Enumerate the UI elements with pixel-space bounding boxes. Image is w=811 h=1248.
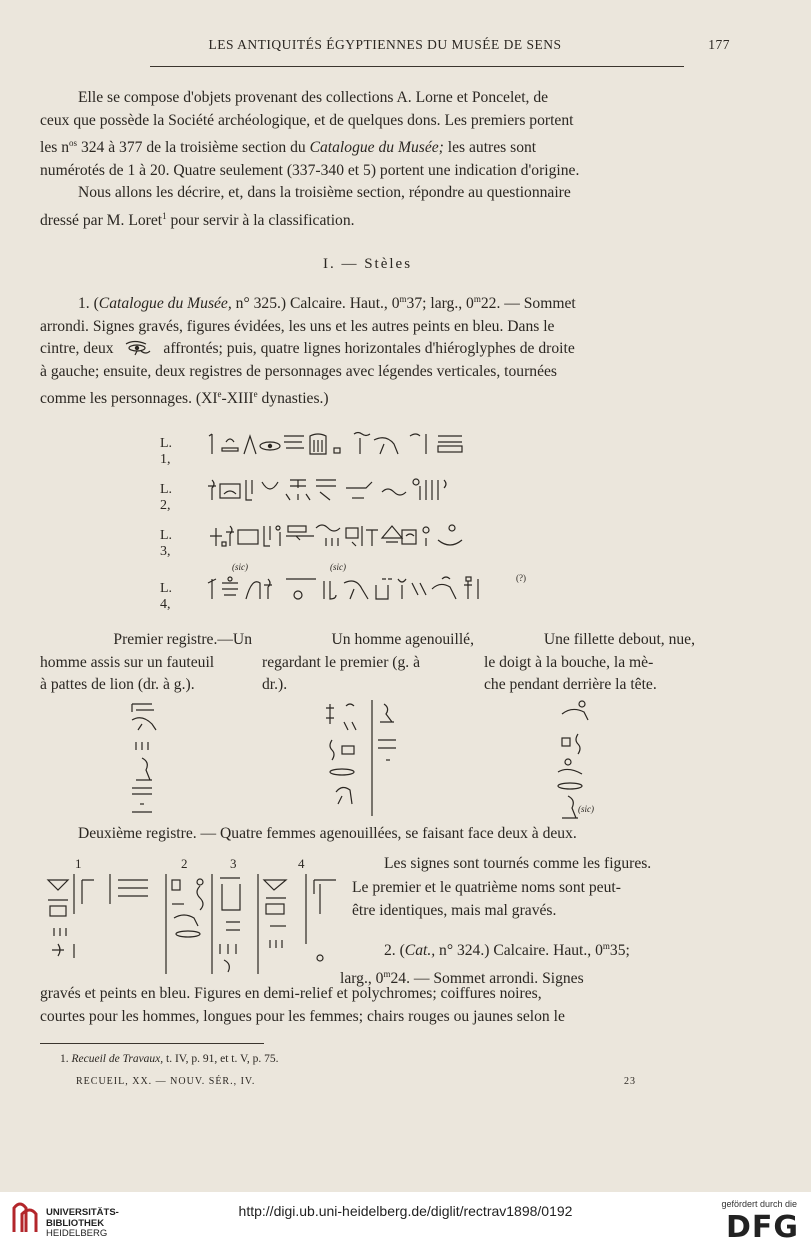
line-label: L. 3, [160, 528, 173, 559]
register-line: à pattes de lion (dr. à g.). [40, 676, 195, 693]
register-line: dr.). [262, 676, 288, 693]
intro-line: dressé par M. Loret$^1$ pour servir à la classification. [40, 210, 355, 229]
hieroglyph-sequence-icon [206, 430, 536, 458]
note-line: Les signes sont tournés comme les figures. [384, 855, 652, 872]
permalink-url[interactable]: http://digi.ub.uni-heidelberg.de/diglit/rectrav1898/0192 [238, 1203, 573, 1219]
sic-note: (sic) [330, 562, 346, 572]
register-line: regardant le premier (g. à [262, 653, 421, 671]
entry-line: 2. (Cat., n° 324.) Calcaire. Haut., 0$^m$35; [384, 941, 630, 960]
note-line: Le premier et le quatrième noms sont peut- [352, 879, 621, 896]
register1-col3 [484, 629, 695, 697]
sic-note: (sic) [232, 562, 248, 572]
entry-line: 1. (Catalogue du Musée, n° 325.) Calcaire. Haut., 0$^m$37; larg., 0$^m$22. — Sommet [78, 294, 576, 313]
entry-line: comme les personnages. (XIe-XIIIe dynasties.) [40, 389, 329, 408]
section-heading: I. — Stèles [322, 256, 413, 272]
register1-col2 [262, 629, 474, 697]
register2-notes [384, 853, 695, 876]
register-line: le doigt à la bouche, la mè- [484, 653, 654, 671]
legend-column-1-icon [112, 700, 172, 816]
register-line: Une fillette debout, nue, [543, 631, 695, 648]
footnote: 1. Recueil de Travaux, t. IV, p. 91, et t. V, p. 75. [60, 1053, 279, 1065]
entry-1 [40, 288, 695, 411]
hieroglyph-sequence-icon [206, 476, 536, 504]
figure-number: 1 [75, 856, 82, 871]
signature-text: RECUEIL, XX. — NOUV. SÉR., IV. [76, 1076, 256, 1087]
signature-line [76, 1076, 636, 1087]
entry-2-body [40, 983, 695, 1028]
dfg-caption: gefördert durch die [721, 1199, 797, 1209]
intro-line: Nous allons les décrire, et, dans la troisième section, répondre au questionnaire [78, 184, 571, 202]
note-line: être identiques, mais mal gravés. [352, 901, 557, 919]
register2-intro: Deuxième registre. — Quatre femmes agenouillées, se faisant face deux à deux. [78, 825, 577, 842]
page-number: 177 [708, 37, 730, 52]
hieroglyph-sequence-icon [206, 522, 536, 550]
register1-col1 [40, 629, 252, 697]
line-label: L. 2, [160, 482, 173, 513]
figure-number: 3 [230, 856, 237, 871]
signature-number: 23 [624, 1076, 636, 1087]
intro-line: Elle se compose d'objets provenant des collections A. Lorne et Poncelet, de [78, 89, 549, 106]
entry-line: à gauche; ensuite, deux registres de personnages avec légendes verticales, tournées [40, 362, 557, 380]
register-line: Premier registre.—Un [113, 631, 252, 648]
intro-line: les $n^{os}$ 324 à 377 de la troisième section du Catalogue du Musée; les autres sont [40, 138, 537, 157]
legend-column-2-icon [322, 700, 402, 816]
register-line: che pendant derrière la tête. [484, 676, 657, 693]
sic-note: (sic) [578, 804, 594, 814]
hieroglyph-sequence-icon [206, 575, 536, 603]
header-rule [150, 66, 684, 67]
entry-line: larg., 0$^m$24. — Sommet arrondi. Signes [340, 968, 584, 987]
intro-paragraphs [40, 87, 695, 232]
entry-line: cintre, deux affrontés; puis, quatre lignes horizontales d'hiéroglyphes de droite [40, 340, 575, 358]
library-name: UNIVERSITÄTS- BIBLIOTHEK HEIDELBERG [46, 1207, 119, 1239]
register-line: homme assis sur un fauteuil [40, 653, 215, 671]
figure-number: 2 [181, 856, 188, 871]
query-note: (?) [516, 573, 526, 583]
footnote-rule [40, 1043, 264, 1044]
entry-line: gravés et peints en bleu. Figures en demi-relief et polychromes; coiffures noires, [40, 985, 542, 1002]
viewer-footer [0, 1192, 811, 1248]
register2-legends-icon [44, 874, 344, 974]
dfg-logo: DFG [725, 1210, 799, 1245]
running-title: LES ANTIQUITÉS ÉGYPTIENNES DU MUSÉE DE SENS [208, 37, 562, 52]
entry-line: courtes pour les hommes, longues pour les femmes; chairs rouges ou jaunes selon le [40, 1007, 565, 1025]
register-line: Un homme agenouillé, [331, 631, 474, 648]
register2-notes-cont [352, 877, 695, 922]
line-label: L. 1, [160, 436, 173, 467]
udjat-eye-icon [122, 340, 156, 356]
figure-number: 4 [298, 856, 305, 871]
running-header [40, 37, 730, 55]
entry-line: arrondi. Signes gravés, figures évidées, les uns et les autres peints en bleu. Dans le [40, 317, 555, 335]
line-label: L. 4, [160, 581, 173, 612]
intro-line: ceux que possède la Société archéologique, et de quelques dons. Les premiers portent [40, 111, 574, 129]
intro-line: numérotés de 1 à 20. Quatre seulement (337-340 et 5) portent une indication d'origine. [40, 161, 580, 179]
